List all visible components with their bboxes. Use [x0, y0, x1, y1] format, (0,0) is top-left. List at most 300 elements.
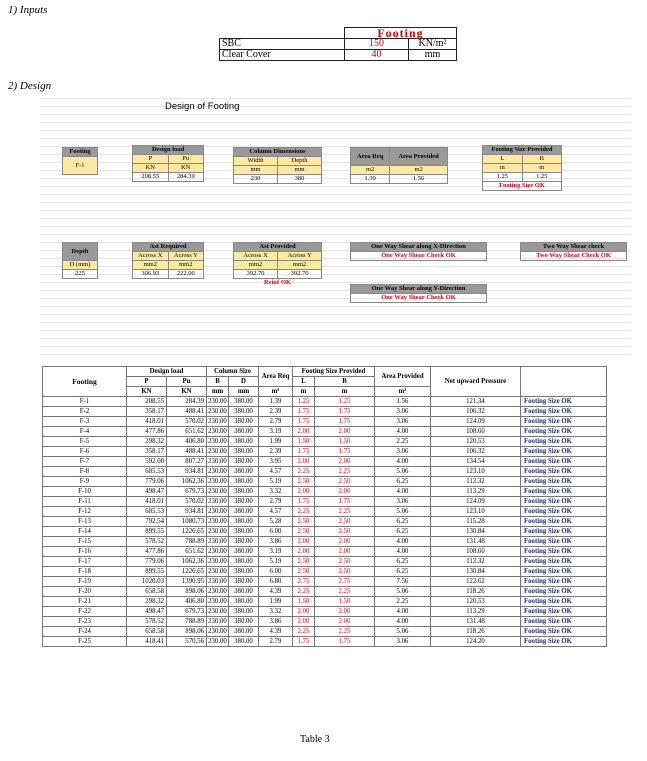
cell-b-size: 1.75	[315, 497, 375, 507]
ast-provided-table	[233, 242, 322, 288]
cell-area-provided: 6.25	[375, 557, 431, 567]
cell-p: 208.55	[127, 397, 167, 407]
cell-d: 380.00	[229, 587, 259, 597]
unit-b: m	[522, 164, 562, 173]
depth-value: 225	[63, 270, 98, 279]
cell-b: 230.00	[208, 518, 227, 525]
cell-net-pressure: 108.60	[431, 427, 521, 437]
cell-footing-id: F-24	[43, 627, 127, 637]
cell-net-pressure: 118.26	[431, 627, 521, 637]
header-net-upward-pressure: Net upward Pressure	[431, 367, 521, 397]
table-row	[43, 587, 607, 597]
cell-b-size: 2.75	[315, 577, 375, 587]
area-provided-header: Area Provided	[390, 148, 448, 166]
input-label: SBC	[220, 39, 345, 50]
design-load-table	[132, 145, 204, 182]
cell-footing-id: F-17	[43, 557, 127, 567]
cell-area-req: 1.99	[259, 597, 293, 607]
cell-footing-id: F-22	[43, 607, 127, 617]
cell-l: 2.00	[293, 427, 315, 437]
cell-footing-id: F-1	[43, 397, 127, 407]
cell-b-size: 1.25	[315, 397, 375, 407]
cell-footing-id: F-8	[43, 467, 127, 477]
sheet-title: Design of Footing	[165, 101, 240, 112]
cell-net-pressure: 115.28	[431, 517, 521, 527]
value-across-x: 392.70	[234, 270, 278, 279]
area-table	[350, 147, 448, 184]
section-design-heading: 2) Design	[8, 80, 52, 92]
cell-net-pressure: 113.29	[431, 487, 521, 497]
cell-footing-id: F-5	[43, 437, 127, 447]
two-way-shear-status: Two Way Shear Check OK	[521, 252, 627, 261]
cell-area-provided: 6.25	[375, 517, 431, 527]
cell-footing-id: F-11	[43, 497, 127, 507]
header-footing: Footing	[43, 367, 127, 397]
input-value: 40	[345, 50, 409, 61]
cell-status: Footing Size OK	[521, 637, 607, 647]
cell-b: 230.00	[208, 638, 227, 645]
table-row	[43, 467, 607, 477]
cell-pu: 1226.65	[167, 567, 207, 577]
cell-net-pressure: 121.34	[431, 397, 521, 407]
unit-across-y: mm2	[168, 261, 203, 270]
cell-net-pressure: 106.32	[431, 407, 521, 417]
cell-b-size: 2.00	[315, 537, 375, 547]
cell-l: 1.50	[293, 437, 315, 447]
cell-status: Footing Size OK	[521, 417, 607, 427]
footing-size-status: Footing Size OK	[483, 182, 562, 191]
header-pu: Pu	[167, 377, 207, 387]
cell-d: 380.00	[229, 527, 259, 537]
cell-b: 230.00	[208, 428, 227, 435]
cell-status: Footing Size OK	[521, 607, 607, 617]
cell-net-pressure: 123.10	[431, 507, 521, 517]
cell-l: 2.25	[293, 507, 315, 517]
cell-area-req: 2.79	[259, 417, 293, 427]
header-column-size: Column Size	[207, 367, 259, 377]
cell-area-req: 1.39	[259, 397, 293, 407]
cell-p: 477.86	[127, 547, 167, 557]
header-b-size: B	[315, 377, 375, 387]
cell-footing-id: F-20	[43, 587, 127, 597]
cell-area-provided: 4.00	[375, 617, 431, 627]
cell-footing-id: F-25	[43, 637, 127, 647]
unit-area-req: m2	[351, 166, 390, 175]
cell-area-provided: 2.25	[375, 597, 431, 607]
value-p: 208.55	[133, 173, 169, 182]
cell-status: Footing Size OK	[521, 577, 607, 587]
header-area-req: Area Req	[259, 367, 293, 387]
cell-status: Footing Size OK	[521, 497, 607, 507]
cell-area-req: 4.39	[259, 627, 293, 637]
cell-area-req: 3.19	[259, 547, 293, 557]
cell-net-pressure: 134.54	[431, 457, 521, 467]
cell-pu: 651.62	[167, 547, 207, 557]
unit-width: mm	[234, 166, 278, 175]
table-row	[43, 437, 607, 447]
cell-footing-id: F-19	[43, 577, 127, 587]
table-row	[43, 487, 607, 497]
cell-b-size: 2.25	[315, 627, 375, 637]
one-way-shear-y-table	[350, 284, 487, 303]
cell-area-provided: 4.00	[375, 547, 431, 557]
cell-footing-id: F-4	[43, 427, 127, 437]
cell-b-size: 2.00	[315, 547, 375, 557]
cell-p: 298.32	[127, 437, 167, 447]
col-across-y: Across Y	[278, 252, 322, 261]
cell-d: 380.00	[229, 397, 259, 407]
cell-d: 380.00	[229, 427, 259, 437]
cell-d: 380.00	[229, 467, 259, 477]
value-across-x: 306.93	[133, 270, 169, 279]
cell-area-provided: 5.06	[375, 507, 431, 517]
cell-area-req: 4.57	[259, 507, 293, 517]
cell-pu: 284.39	[167, 397, 207, 407]
unit-across-x: mm2	[234, 261, 278, 270]
cell-net-pressure: 130.84	[431, 567, 521, 577]
cell-status: Footing Size OK	[521, 527, 607, 537]
cell-d: 380.00	[229, 457, 259, 467]
cell-b: 230.00	[208, 608, 227, 615]
cell-status: Footing Size OK	[521, 557, 607, 567]
col-depth: Depth	[278, 157, 322, 166]
unit-l: m	[483, 164, 523, 173]
cell-net-pressure: 108.60	[431, 547, 521, 557]
table-row	[43, 407, 607, 417]
cell-status: Footing Size OK	[521, 537, 607, 547]
cell-pu: 679.73	[167, 607, 207, 617]
table-row	[43, 457, 607, 467]
cell-area-req: 6.00	[259, 527, 293, 537]
cell-d: 380.00	[229, 607, 259, 617]
cell-b: 230.00	[208, 628, 227, 635]
cell-l: 2.00	[293, 537, 315, 547]
cell-d: 380.00	[229, 617, 259, 627]
cell-l: 1.75	[293, 417, 315, 427]
cell-area-req: 3.32	[259, 607, 293, 617]
cell-net-pressure: 124.09	[431, 497, 521, 507]
table-row	[43, 597, 607, 607]
cell-area-req: 5.19	[259, 557, 293, 567]
unit-across-x: mm2	[133, 261, 169, 270]
cell-footing-id: F-21	[43, 597, 127, 607]
ast-required-header: Ast Required	[133, 243, 204, 252]
cell-pu: 570.56	[167, 637, 207, 647]
cell-pu: 934.81	[167, 507, 207, 517]
cell-l: 2.00	[293, 607, 315, 617]
cell-p: 779.06	[127, 477, 167, 487]
cell-status: Footing Size OK	[521, 567, 607, 577]
header-l: L	[293, 377, 315, 387]
cell-pu: 406.80	[167, 597, 207, 607]
cell-b: 230.00	[208, 448, 227, 455]
cell-b-size: 1.50	[315, 437, 375, 447]
cell-d: 380.00	[229, 407, 259, 417]
cell-b: 230.00	[208, 438, 227, 445]
header-d: D	[229, 377, 259, 387]
cell-area-provided: 6.25	[375, 567, 431, 577]
cell-p: 498.47	[127, 607, 167, 617]
cell-footing-id: F-3	[43, 417, 127, 427]
cell-net-pressure: 124.09	[431, 417, 521, 427]
cell-footing-id: F-9	[43, 477, 127, 487]
cell-b-size: 2.00	[315, 457, 375, 467]
value-across-y: 222.00	[168, 270, 203, 279]
table-row	[43, 517, 607, 527]
column-dimensions-table	[233, 147, 322, 184]
cell-b: 230.00	[208, 558, 227, 565]
cell-area-req: 2.79	[259, 637, 293, 647]
cell-b: 230.00	[208, 498, 227, 505]
cell-b: 230.00	[208, 468, 227, 475]
unit-pu: KN	[168, 164, 204, 173]
unit-l: m	[293, 387, 315, 397]
cell-pu: 679.73	[167, 487, 207, 497]
table-caption: Table 3	[300, 734, 330, 745]
cell-b: 230.00	[208, 478, 227, 485]
reinf-status: Reinf OK	[264, 279, 291, 287]
cell-b: 230.00	[208, 508, 227, 515]
cell-area-provided: 3.06	[375, 637, 431, 647]
footing-header: Footing	[63, 148, 98, 157]
cell-pu: 406.80	[167, 437, 207, 447]
cell-p: 899.55	[127, 527, 167, 537]
table-row	[43, 427, 607, 437]
cell-area-provided: 5.06	[375, 467, 431, 477]
header-footing-size-provided: Footing Size Provided	[293, 367, 375, 377]
cell-pu: 1080.73	[167, 517, 207, 527]
cell-d: 380.00	[229, 437, 259, 447]
cell-b-size: 1.75	[315, 407, 375, 417]
cell-area-req: 3.86	[259, 617, 293, 627]
cell-p: 298.32	[127, 597, 167, 607]
cell-p: 418.41	[127, 637, 167, 647]
cell-b-size: 2.00	[315, 487, 375, 497]
cell-area-provided: 3.06	[375, 407, 431, 417]
cell-d: 380.00	[229, 517, 259, 527]
cell-p: 792.54	[127, 517, 167, 527]
cell-d: 380.00	[229, 597, 259, 607]
table-row	[43, 567, 607, 577]
cell-p: 658.58	[127, 587, 167, 597]
cell-net-pressure: 131.48	[431, 537, 521, 547]
cell-b-size: 2.50	[315, 477, 375, 487]
ast-provided-header: Ast Provided	[234, 243, 322, 252]
cell-pu: 934.81	[167, 467, 207, 477]
footing-results-table	[42, 366, 607, 647]
value-area-req: 1.39	[351, 175, 390, 184]
cell-footing-id: F-7	[43, 457, 127, 467]
table-row	[43, 627, 607, 637]
cell-b: 230.00	[208, 548, 227, 555]
section-inputs-heading: 1) Inputs	[8, 4, 48, 16]
cell-b-size: 2.00	[315, 617, 375, 627]
cell-d: 380.00	[229, 417, 259, 427]
cell-b: 230.00	[208, 588, 227, 595]
cell-p: 685.53	[127, 467, 167, 477]
cell-pu: 488.41	[167, 407, 207, 417]
inputs-table	[219, 27, 457, 61]
cell-l: 1.50	[293, 597, 315, 607]
column-dimensions-header: Column Dimensions	[234, 148, 322, 157]
value-l: 1.25	[483, 173, 523, 182]
cell-net-pressure: 122.62	[431, 577, 521, 587]
unit-p: KN	[127, 387, 167, 397]
input-unit: mm	[409, 50, 457, 61]
cell-l: 2.00	[293, 487, 315, 497]
cell-p: 418.01	[127, 417, 167, 427]
cell-net-pressure: 118.26	[431, 587, 521, 597]
cell-p: 358.17	[127, 407, 167, 417]
value-pu: 284.39	[168, 173, 204, 182]
cell-l: 1.75	[293, 497, 315, 507]
design-load-header: Design load	[133, 146, 204, 155]
cell-status: Footing Size OK	[521, 627, 607, 637]
cell-net-pressure: 131.48	[431, 617, 521, 627]
cell-d: 380.00	[229, 537, 259, 547]
cell-d: 380.00	[229, 567, 259, 577]
col-width: Width	[234, 157, 278, 166]
cell-b: 230.00	[208, 538, 227, 545]
one-way-shear-x-header: One Way Shear along X-Direction	[351, 243, 487, 252]
cell-area-provided: 2.25	[375, 437, 431, 447]
cell-status: Footing Size OK	[521, 407, 607, 417]
depth-unit: D (mm)	[63, 261, 98, 270]
cell-d: 380.00	[229, 447, 259, 457]
value-depth: 380	[278, 175, 322, 184]
cell-footing-id: F-10	[43, 487, 127, 497]
col-across-x: Across X	[133, 252, 169, 261]
cell-l: 1.75	[293, 637, 315, 647]
cell-footing-id: F-18	[43, 567, 127, 577]
cell-footing-id: F-6	[43, 447, 127, 457]
col-l: L	[483, 155, 523, 164]
cell-area-req: 2.39	[259, 407, 293, 417]
unit-area-req: m²	[259, 387, 293, 397]
cell-status: Footing Size OK	[521, 477, 607, 487]
cell-area-provided: 7.56	[375, 577, 431, 587]
cell-l: 2.00	[293, 547, 315, 557]
ast-required-table	[132, 242, 204, 279]
value-area-provided: 1.56	[390, 175, 448, 184]
cell-b-size: 1.50	[315, 597, 375, 607]
cell-p: 685.53	[127, 507, 167, 517]
col-p: P	[133, 155, 169, 164]
cell-p: 592.00	[127, 457, 167, 467]
cell-footing-id: F-15	[43, 537, 127, 547]
depth-table	[62, 242, 98, 279]
cell-area-req: 4.57	[259, 467, 293, 477]
cell-status: Footing Size OK	[521, 487, 607, 497]
cell-b: 230.00	[208, 458, 227, 465]
cell-l: 2.00	[293, 457, 315, 467]
one-way-shear-y-status: One Way Shear Check OK	[351, 294, 487, 303]
design-sheet	[40, 98, 630, 356]
cell-d: 380.00	[229, 637, 259, 647]
table-row	[43, 447, 607, 457]
cell-d: 380.00	[229, 557, 259, 567]
cell-status: Footing Size OK	[521, 427, 607, 437]
col-across-y: Across Y	[168, 252, 203, 261]
cell-footing-id: F-13	[43, 517, 127, 527]
cell-l: 2.25	[293, 467, 315, 477]
cell-area-req: 3.95	[259, 457, 293, 467]
cell-net-pressure: 113.32	[431, 477, 521, 487]
cell-footing-id: F-16	[43, 547, 127, 557]
cell-b: 230.00	[208, 568, 227, 575]
cell-area-provided: 4.00	[375, 487, 431, 497]
cell-area-provided: 5.06	[375, 587, 431, 597]
table-row	[43, 527, 607, 537]
one-way-shear-x-status: One Way Shear Check OK	[351, 252, 487, 261]
cell-b-size: 1.75	[315, 417, 375, 427]
table-row	[43, 557, 607, 567]
cell-d: 380.00	[229, 477, 259, 487]
cell-b-size: 1.75	[315, 637, 375, 647]
one-way-shear-x-table	[350, 242, 487, 261]
table-row	[43, 497, 607, 507]
cell-pu: 1390.95	[167, 577, 207, 587]
cell-b: 230.00	[208, 598, 227, 605]
col-across-x: Across X	[234, 252, 278, 261]
header-b: B	[207, 377, 229, 387]
input-unit: KN/m²	[409, 39, 457, 50]
cell-l: 2.25	[293, 627, 315, 637]
cell-b: 230.00	[208, 528, 227, 535]
footing-id: F-1	[63, 157, 98, 175]
unit-pu: KN	[167, 387, 207, 397]
two-way-shear-header: Two Way Shear check	[521, 243, 627, 252]
cell-p: 477.86	[127, 427, 167, 437]
cell-l: 2.00	[293, 617, 315, 627]
cell-b-size: 2.00	[315, 427, 375, 437]
cell-p: 418.01	[127, 497, 167, 507]
value-across-y: 392.70	[278, 270, 322, 279]
cell-b-size: 1.75	[315, 447, 375, 457]
cell-status: Footing Size OK	[521, 467, 607, 477]
cell-b: 230.00	[208, 398, 227, 405]
cell-l: 2.50	[293, 527, 315, 537]
cell-status: Footing Size OK	[521, 507, 607, 517]
cell-d: 380.00	[229, 547, 259, 557]
table-row	[43, 537, 607, 547]
input-value: 150	[345, 39, 409, 50]
table-row	[43, 637, 607, 647]
unit-depth: mm	[278, 166, 322, 175]
header-status-empty	[521, 367, 607, 397]
cell-pu: 488.41	[167, 447, 207, 457]
footing-size-table	[482, 145, 562, 191]
cell-pu: 898.06	[167, 587, 207, 597]
cell-net-pressure: 123.10	[431, 467, 521, 477]
header-p: P	[127, 377, 167, 387]
cell-l: 1.25	[293, 397, 315, 407]
cell-footing-id: F-23	[43, 617, 127, 627]
footing-size-header: Footing Size Provided	[483, 146, 562, 155]
col-pu: Pu	[168, 155, 204, 164]
input-row-clear-cover	[220, 50, 457, 61]
cell-pu: 807.27	[167, 457, 207, 467]
table-row	[43, 577, 607, 587]
cell-d: 380.00	[229, 627, 259, 637]
cell-pu: 788.89	[167, 537, 207, 547]
cell-area-provided: 5.06	[375, 627, 431, 637]
header-area-provided: Area Provided	[375, 367, 431, 387]
cell-b-size: 2.50	[315, 557, 375, 567]
cell-area-req: 6.80	[259, 577, 293, 587]
footing-id-table	[62, 147, 98, 175]
cell-footing-id: F-14	[43, 527, 127, 537]
